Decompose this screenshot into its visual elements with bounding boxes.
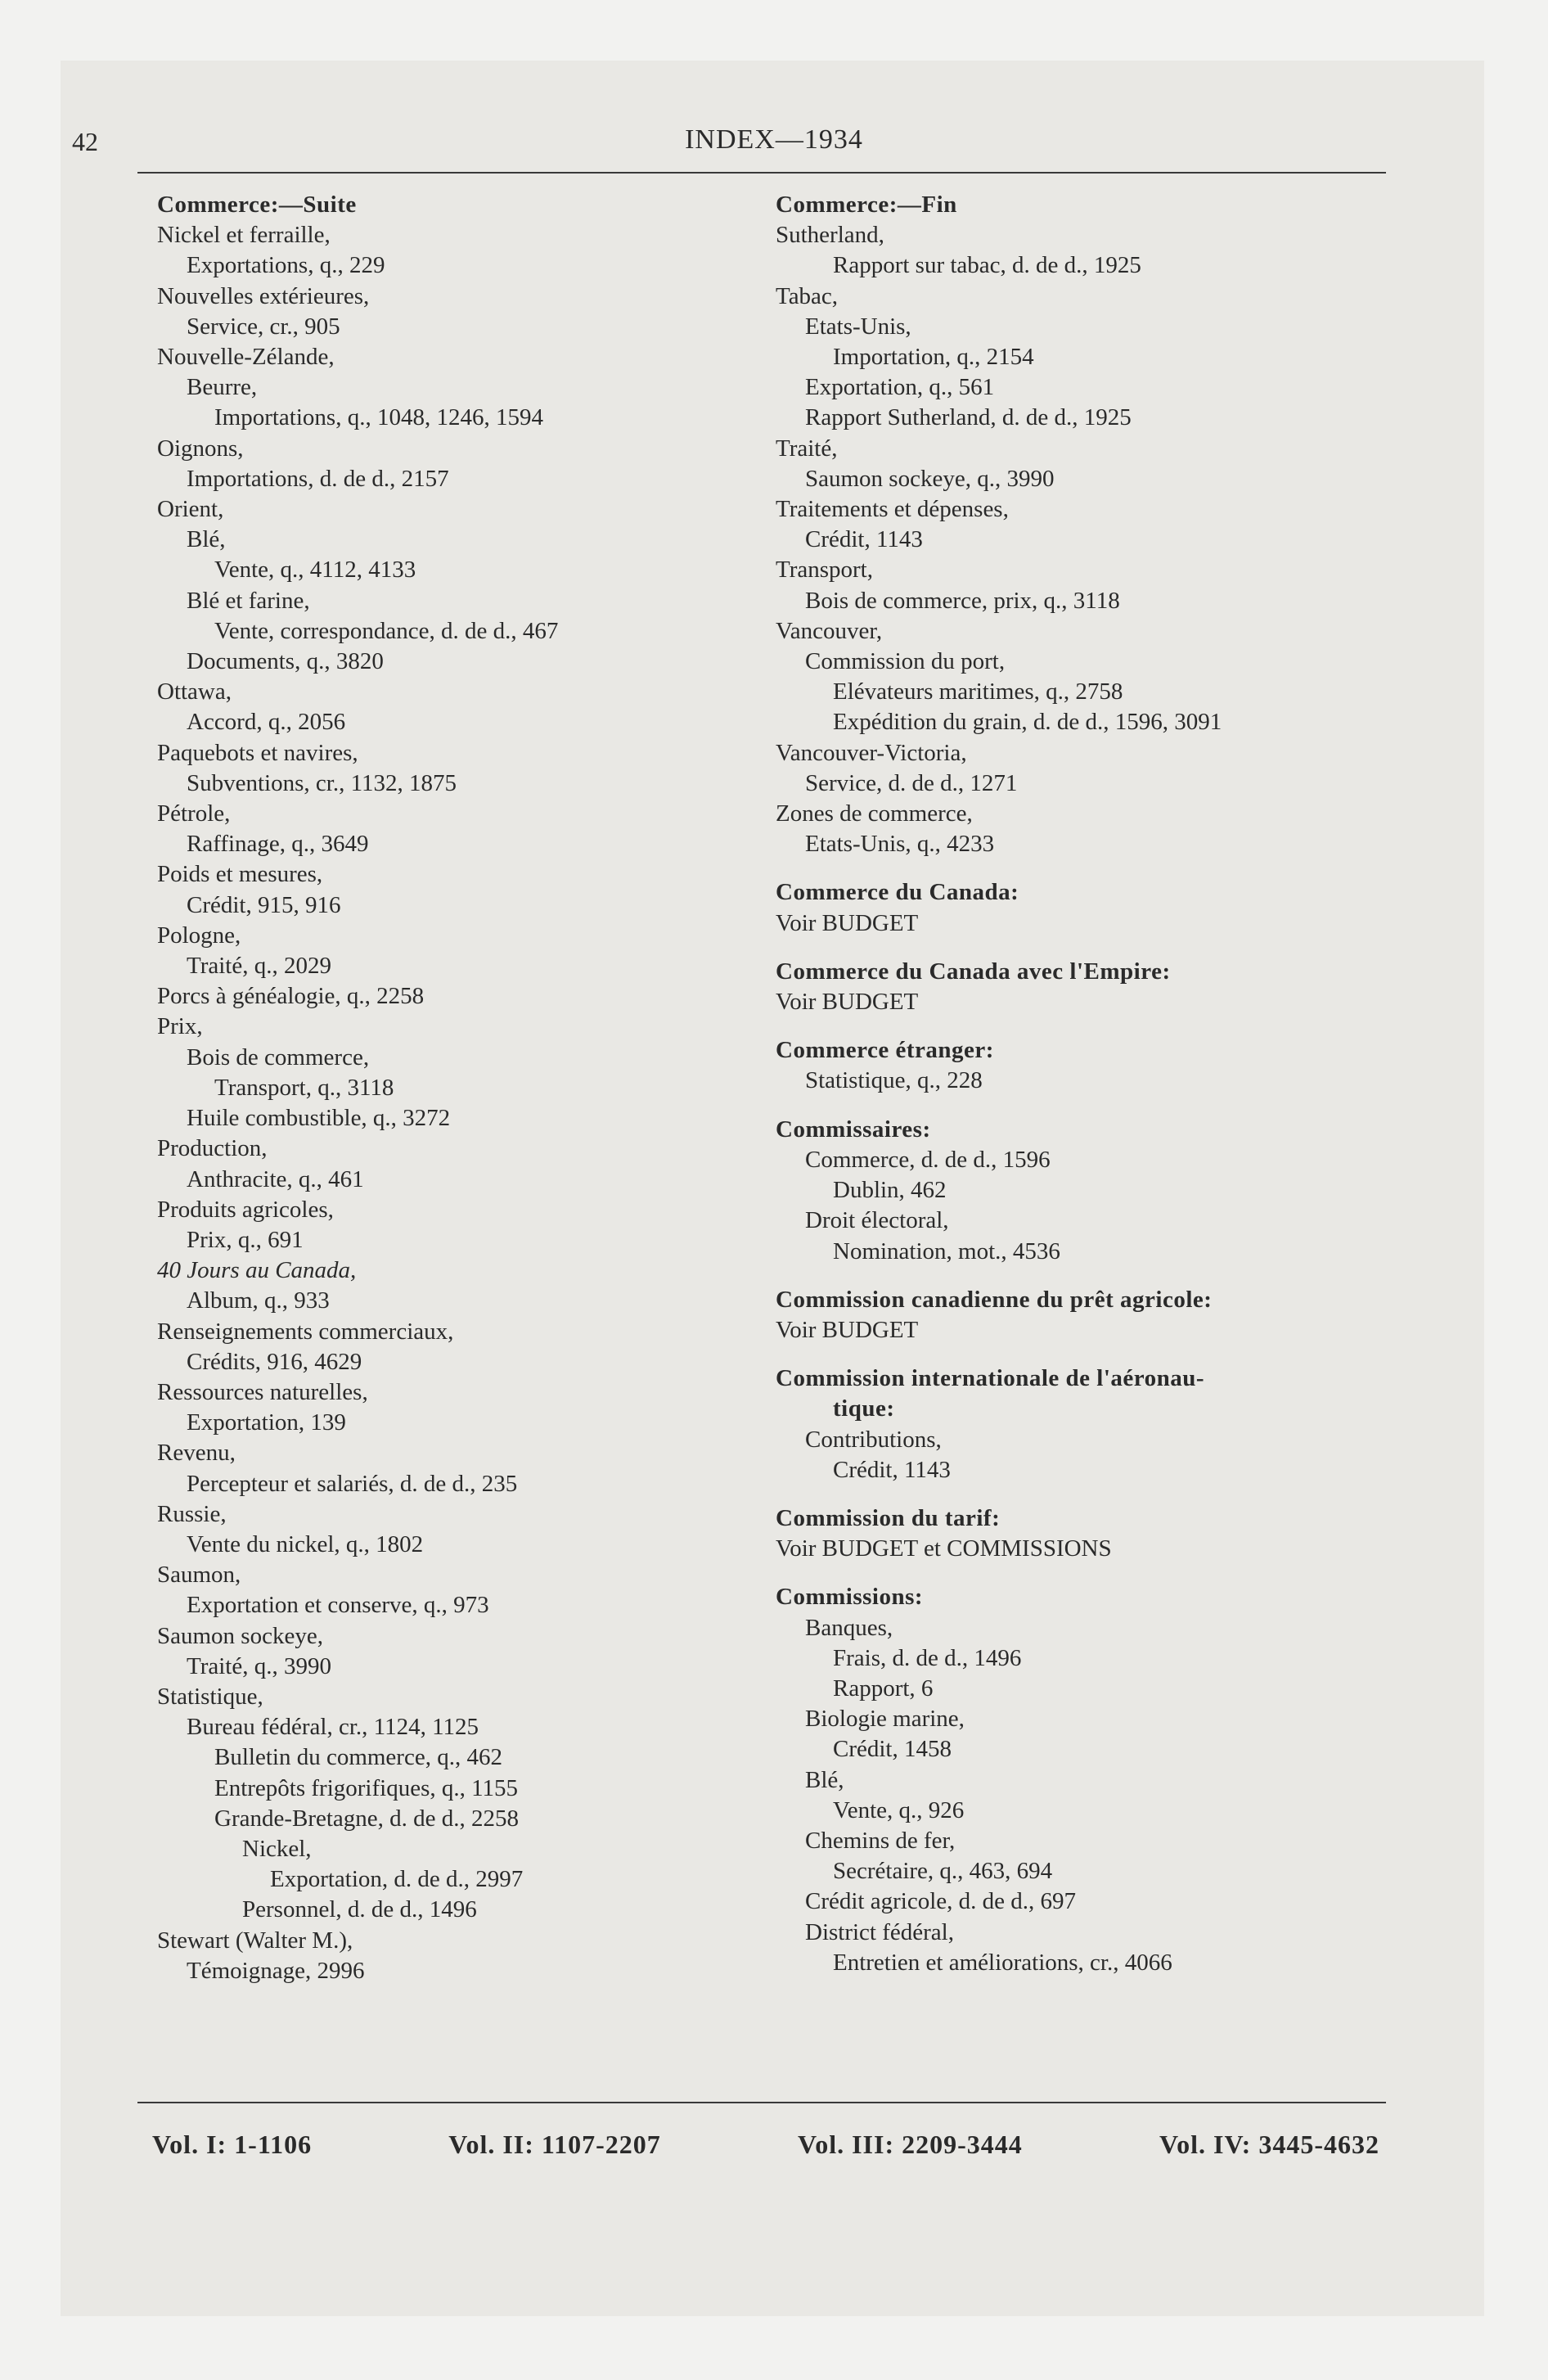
index-heading: Commerce:—Fin (776, 192, 957, 218)
index-entry: Vente, q., 926 (833, 1796, 965, 1823)
index-entry: Pétrole, (157, 800, 231, 827)
index-entry: Statistique, (157, 1683, 263, 1710)
index-entry: Etats-Unis, (805, 313, 911, 340)
index-entry: Ottawa, (157, 678, 232, 705)
index-entry: Etats-Unis, q., 4233 (805, 831, 995, 858)
index-entry: Produits agricoles, (157, 1196, 334, 1223)
index-entry: Saumon, (157, 1562, 241, 1589)
index-entry: Stewart (Walter M.), (157, 1927, 353, 1954)
index-entry: Traité, q., 2029 (187, 953, 331, 980)
volume-1-range: Vol. I: 1-1106 (152, 2130, 313, 2159)
index-heading: Commissaires: (776, 1116, 931, 1143)
running-head: INDEX—1934 (685, 124, 863, 155)
index-entry: Poids et mesures, (157, 861, 323, 888)
index-entry: Exportation, 139 (187, 1409, 346, 1436)
index-entry: Importation, q., 2154 (833, 344, 1034, 371)
index-entry: Album, q., 933 (187, 1287, 330, 1314)
index-heading: Commerce:—Suite (157, 192, 357, 218)
index-entry: Bois de commerce, prix, q., 3118 (805, 587, 1120, 614)
index-entry: Service, cr., 905 (187, 313, 340, 340)
index-entry: Dublin, 462 (833, 1177, 947, 1204)
index-entry: Nomination, mot., 4536 (833, 1237, 1060, 1264)
index-entry: Crédits, 916, 4629 (187, 1348, 362, 1375)
index-entry: Transport, (776, 557, 873, 584)
left-column (157, 190, 787, 1986)
index-entry: 40 Jours au Canada, (157, 1257, 357, 1284)
index-entry: Importations, q., 1048, 1246, 1594 (214, 404, 543, 431)
index-entry: Traité, q., 3990 (187, 1652, 331, 1679)
index-entry: Crédit, 1143 (833, 1456, 951, 1483)
index-entry: Nouvelle-Zélande, (157, 344, 335, 371)
index-entry: Accord, q., 2056 (187, 709, 346, 736)
index-entry: Importations, d. de d., 2157 (187, 465, 449, 492)
index-entry: Oignons, (157, 435, 244, 462)
index-entry: Anthracite, q., 461 (187, 1165, 364, 1192)
index-entry: Biologie marine, (805, 1706, 965, 1733)
index-entry: Rapport sur tabac, d. de d., 1925 (833, 252, 1141, 279)
index-heading: Commerce étranger: (776, 1037, 994, 1064)
index-entry: Personnel, d. de d., 1496 (242, 1896, 477, 1923)
index-entry: Nouvelles extérieures, (157, 282, 370, 309)
index-heading: Commission canadienne du prêt agricole: (776, 1286, 1213, 1313)
index-entry: Crédit agricole, d. de d., 697 (805, 1888, 1076, 1915)
index-entry: Contributions, (805, 1426, 942, 1453)
index-entry: Orient, (157, 496, 224, 523)
index-entry: Crédit, 1143 (805, 526, 923, 553)
index-entry: Traité, (776, 435, 838, 462)
index-entry: Secrétaire, q., 463, 694 (833, 1858, 1053, 1885)
index-entry: Saumon sockeye, (157, 1622, 323, 1649)
index-entry: Nickel et ferraille, (157, 222, 331, 249)
index-entry: Entrepôts frigorifiques, q., 1155 (214, 1774, 519, 1801)
index-entry: Blé, (187, 526, 226, 553)
index-entry: Transport, q., 3118 (214, 1074, 394, 1101)
index-entry: Statistique, q., 228 (805, 1067, 983, 1094)
index-entry: Documents, q., 3820 (187, 648, 384, 675)
index-entry: Banques, (805, 1614, 893, 1641)
index-entry: Blé et farine, (187, 587, 310, 614)
index-entry: Paquebots et navires, (157, 739, 358, 766)
index-heading: Commissions: (776, 1584, 924, 1611)
index-heading: Commerce du Canada: (776, 879, 1019, 906)
index-entry: Sutherland, (776, 222, 884, 249)
footer-rule (137, 2102, 1386, 2103)
index-heading: Commission internationale de l'aéronau- (776, 1365, 1205, 1392)
index-entry: Exportations, q., 229 (187, 252, 385, 279)
index-entry: Service, d. de d., 1271 (805, 769, 1018, 796)
index-entry: Bulletin du commerce, q., 462 (214, 1744, 502, 1771)
volume-4-range: Vol. IV: 3445-4632 (1159, 2130, 1379, 2159)
volume-2-range: Vol. II: 1107-2207 (448, 2130, 661, 2159)
index-entry: Beurre, (187, 374, 258, 401)
index-entry: Vente, correspondance, d. de d., 467 (214, 617, 559, 644)
index-entry: Huile combustible, q., 3272 (187, 1105, 451, 1132)
index-entry: Droit électoral, (805, 1207, 949, 1234)
index-heading: Commerce du Canada avec l'Empire: (776, 958, 1171, 985)
index-entry: Expédition du grain, d. de d., 1596, 3091 (833, 709, 1222, 736)
index-entry: Vente du nickel, q., 1802 (187, 1530, 424, 1557)
index-entry: Ressources naturelles, (157, 1378, 368, 1405)
index-entry: Prix, (157, 1013, 203, 1040)
index-entry: Voir BUDGET et COMMISSIONS (776, 1535, 1112, 1562)
index-entry: Grande-Bretagne, d. de d., 2258 (214, 1805, 520, 1832)
volume-3-range: Vol. III: 2209-3444 (798, 2130, 1023, 2159)
index-entry: Crédit, 915, 916 (187, 891, 341, 918)
index-entry: Renseignements commerciaux, (157, 1318, 454, 1345)
index-entry: Voir BUDGET (776, 909, 919, 936)
index-entry: Prix, q., 691 (187, 1226, 304, 1253)
index-entry: Bois de commerce, (187, 1044, 370, 1071)
index-entry: Russie, (157, 1500, 227, 1527)
index-entry: Commerce, d. de d., 1596 (805, 1146, 1051, 1173)
index-entry: Vancouver, (776, 617, 883, 644)
index-entry: Chemins de fer, (805, 1827, 956, 1854)
index-entry: Tabac, (776, 282, 839, 309)
index-entry: Raffinage, q., 3649 (187, 831, 369, 858)
index-entry: Bureau fédéral, cr., 1124, 1125 (187, 1714, 479, 1741)
index-entry: Commission du port, (805, 648, 1006, 675)
index-entry: Revenu, (157, 1440, 236, 1467)
index-entry: Saumon sockeye, q., 3990 (805, 465, 1055, 492)
index-entry: Pologne, (157, 922, 241, 949)
page-number: 42 (72, 127, 98, 156)
index-entry: Exportation et conserve, q., 973 (187, 1592, 489, 1619)
header-rule (137, 172, 1386, 174)
right-column (776, 190, 1406, 1978)
index-entry: Vancouver-Victoria, (776, 739, 967, 766)
index-entry: Percepteur et salariés, d. de d., 235 (187, 1470, 518, 1497)
index-entry: Voir BUDGET (776, 1316, 919, 1343)
index-entry: Production, (157, 1135, 268, 1162)
index-entry: Rapport Sutherland, d. de d., 1925 (805, 404, 1132, 431)
index-entry: Rapport, 6 (833, 1675, 934, 1702)
index-entry: Voir BUDGET (776, 989, 919, 1016)
index-entry: Nickel, (242, 1835, 312, 1862)
index-entry: Frais, d. de d., 1496 (833, 1644, 1022, 1671)
index-entry: Subventions, cr., 1132, 1875 (187, 769, 457, 796)
index-entry: Entretien et améliorations, cr., 4066 (833, 1949, 1172, 1976)
index-entry: Zones de commerce, (776, 800, 973, 827)
index-entry: Elévateurs maritimes, q., 2758 (833, 678, 1123, 705)
index-entry: Exportation, q., 561 (805, 374, 995, 401)
index-heading: tique: (833, 1395, 895, 1422)
volume-ranges (152, 2130, 1379, 2160)
index-entry: Porcs à généalogie, q., 2258 (157, 983, 425, 1010)
index-entry: Crédit, 1458 (833, 1736, 952, 1763)
index-entry: District fédéral, (805, 1918, 954, 1945)
index-entry: Exportation, d. de d., 2997 (270, 1866, 524, 1893)
index-entry: Traitements et dépenses, (776, 496, 1009, 523)
index-entry: Vente, q., 4112, 4133 (214, 557, 416, 584)
index-entry: Blé, (805, 1766, 844, 1793)
index-heading: Commission du tarif: (776, 1504, 1001, 1531)
index-entry: Témoignage, 2996 (187, 1957, 365, 1984)
